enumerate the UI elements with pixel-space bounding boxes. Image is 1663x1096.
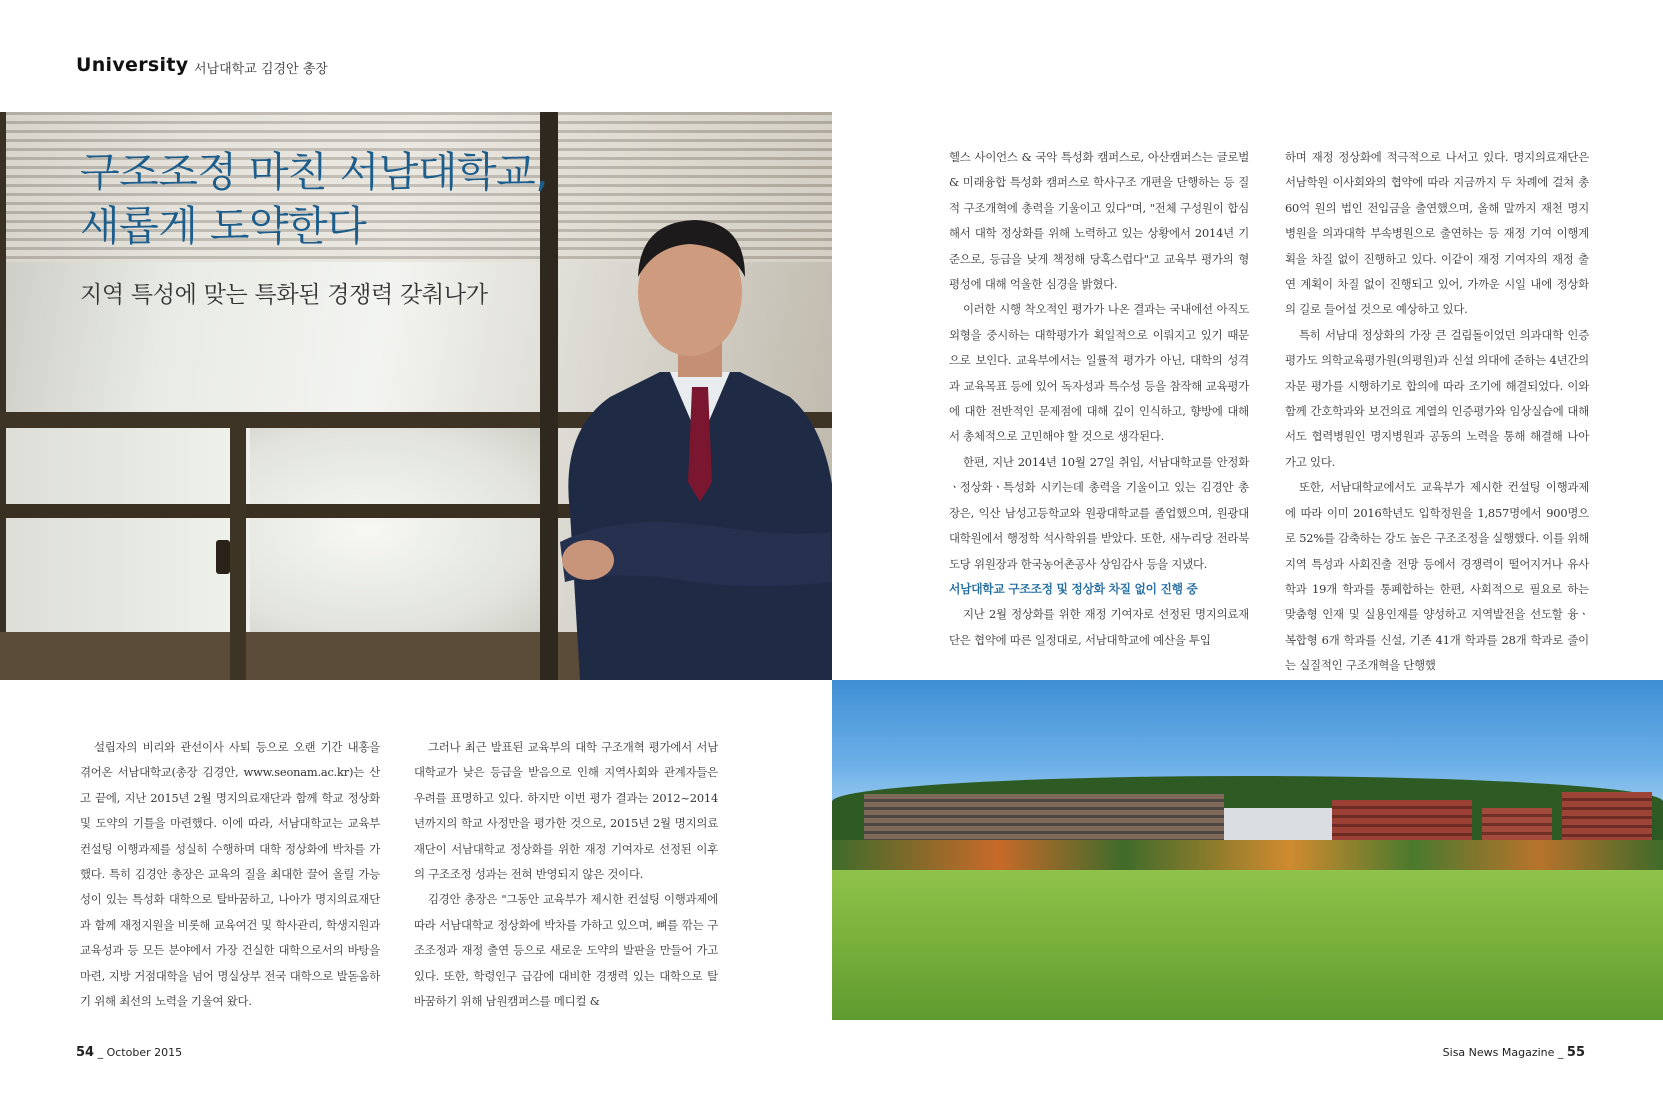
paragraph: 김경안 총장은 "그동안 교육부가 제시한 컨설팅 이행과제에 따라 서남대학교 정상화에 박차를 가하고 있으며, 뼈를 깎는 구조조정과 재정 출연 등으로 새로운 도약의 발판을 만들어 가고 있다. 또한, 학령인구 급감에 대비한 경쟁력 있는 대학으로 탈바꿈하기 위해 남원캠퍼스를 메디컬 & [414, 892, 718, 1009]
paragraph: 이러한 시행 착오적인 평가가 나온 결과는 국내에선 아직도 외형을 중시하는 대학평가가 획일적으로 이뤄지고 있기 때문으로 보인다. 교육부에서는 일률적 평가가 아닌, 대학의 성격과 교육목표 등에 있어 독자성과 특수성 등을 참작해 교육평가에 대한 전반적인 문제점에 대해 깊이 인식하고, 향방에 대해서 총체적으로 고민해야 할 것으로 생각된다. [949, 302, 1249, 444]
section-subtitle: 서남대학교 김경안 총장 [194, 62, 328, 77]
paragraph: 특히 서남대 정상화의 가장 큰 걸림돌이었던 의과대학 인증평가도 의학교육평가원(의평원)과 신설 의대에 준하는 4년간의 자문 평가를 시행하기로 합의에 따라 조기에 해결되었다. 이와 함께 간호학과와 보건의료 계열의 인증평가와 임상실습에 대해서도 협력병원인 명지병원과 공동의 노력을 통해 해결해 나아가고 있다. [1285, 327, 1589, 469]
section-label: University [76, 54, 189, 76]
text-column-4 [414, 735, 718, 1014]
page-number-left: 54 [76, 1045, 95, 1060]
footer-magazine: Sisa News Magazine _ [1442, 1046, 1564, 1059]
president-figure [540, 182, 832, 680]
footer-right [1395, 1045, 1585, 1060]
campus-field [832, 870, 1663, 1020]
page-number-right: 55 [1566, 1045, 1585, 1060]
text-column-3 [80, 735, 380, 1014]
paragraph: 헬스 사이언스 & 국악 특성화 캠퍼스로, 아산캠퍼스는 글로벌 & 미래융합 특성화 캠퍼스로 학사구조 개편을 단행하는 등 질적 구조개혁에 총력을 기울이고 있다"며, "전체 구성원이 합심해서 대학 정상화를 위해 노력하고 있는 상황에서 2014년 기준으로, 등급을 낮게 책정해 당혹스럽다"고 교육부 평가의 형평성에 대해 억울한 심경을 밝혔다. [949, 150, 1249, 292]
text-column-2 [1285, 145, 1589, 679]
footer-date: _ October 2015 [97, 1046, 183, 1059]
campus-building [864, 794, 1224, 846]
paragraph: 그러나 최근 발표된 교육부의 대학 구조개혁 평가에서 서남대학교가 낮은 등급을 받음으로 인해 지역사회와 관계자들은 우려를 표명하고 있다. 하지만 이번 평가 결과는 2012~2014년까지의 학교 사정만을 평가한 것으로, 2015년 2월 명지의료재단이 서남대학교 정상화를 위한 재정 기여자로 선정된 이후의 구조조정 성과는 전혀 반영되지 않은 것이다. [414, 740, 718, 882]
paragraph: 한편, 지난 2014년 10월 27일 취임, 서남대학교를 안정화ㆍ정상화ㆍ특성화 시키는데 총력을 기울이고 있는 김경안 총장은, 익산 남성고등학교와 원광대학교를 졸업했으며, 원광대 대학원에서 행정학 석사학위를 받았다. 또한, 새누리당 전라북도당 위원장과 한국농어촌공사 상임감사 등을 지냈다. [949, 454, 1249, 571]
campus-photo [832, 680, 1663, 1020]
paragraph: 설립자의 비리와 관선이사 사퇴 등으로 오랜 기간 내홍을 겪어온 서남대학교(총장 김경안, www.seonam.ac.kr)는 산고 끝에, 지난 2015년 2월 명지의료재단과 함께 학교 정상화 및 도약의 기틀을 마련했다. 이에 따라, 서남대학교는 교육부 컨설팅 이행과제를 성실히 수행하며 대학 정상화에 박차를 가했다. 특히 김경안 총장은 교육의 질을 최대한 끌어 올릴 가능성이 있는 특성화 대학으로 탈바꿈하고, 나아가 명지의료재단과 함께 재정지원을 비롯해 교육여건 및 학사관리, 학생지원과 교육성과 등 모든 분야에서 가장 건실한 대학으로서의 바탕을 마련, 지방 거점대학을 넘어 명실상부 전국 대학으로 발돋움하기 위해 최선의 노력을 기울여 왔다. [80, 740, 380, 1009]
article-title: 구조조정 마친 서남대학교, 새롭게 도약한다 [80, 148, 548, 250]
footer-left [76, 1045, 182, 1060]
text-column-1 [949, 145, 1249, 653]
paragraph: 하며 재정 정상화에 적극적으로 나서고 있다. 명지의료재단은 서남학원 이사회와의 협약에 따라 지금까지 두 차례에 걸쳐 총 60억 원의 법인 전입금을 출연했으며, 올해 말까지 재천 명지병원을 의과대학 부속병원으로 출연하는 등 재정 기여 이행계획을 차질 없이 진행하고 있다. 이같이 재정 기여자의 재정 출연 계획이 차질 없이 진행되고 있어, 가까운 시일 내에 정상화의 길로 들어설 것으로 예상하고 있다. [1285, 150, 1589, 317]
window-handle [216, 540, 230, 574]
article-subtitle: 지역 특성에 맞는 특화된 경쟁력 갖춰나가 [80, 282, 488, 308]
paragraph: 지난 2월 정상화를 위한 재정 기여자로 선정된 명지의료재단은 협약에 따른 일정대로, 서남대학교에 예산을 투입 [949, 607, 1249, 647]
paragraph: 또한, 서남대학교에서도 교육부가 제시한 컨설팅 이행과제에 따라 이미 2016학년도 입학정원을 1,857명에서 900명으로 52%를 감축하는 강도 높은 구조조정을 실행했다. 이를 위해 지역 특성과 사회진출 전망 등에서 경쟁력이 떨어지거나 유사학과 19개 학과를 통폐합하는 한편, 사회적으로 필요로 하는 맞춤형 인재 및 실용인재를 양성하고 지역발전을 선도할 융ㆍ복합형 6개 학과를 신설, 기존 41개 학과를 28개 학과로 줄이는 실질적인 구조개혁을 단행했 [1285, 480, 1589, 673]
section-subheading: 서남대학교 구조조정 및 정상화 차질 없이 진행 중 [949, 581, 1198, 596]
